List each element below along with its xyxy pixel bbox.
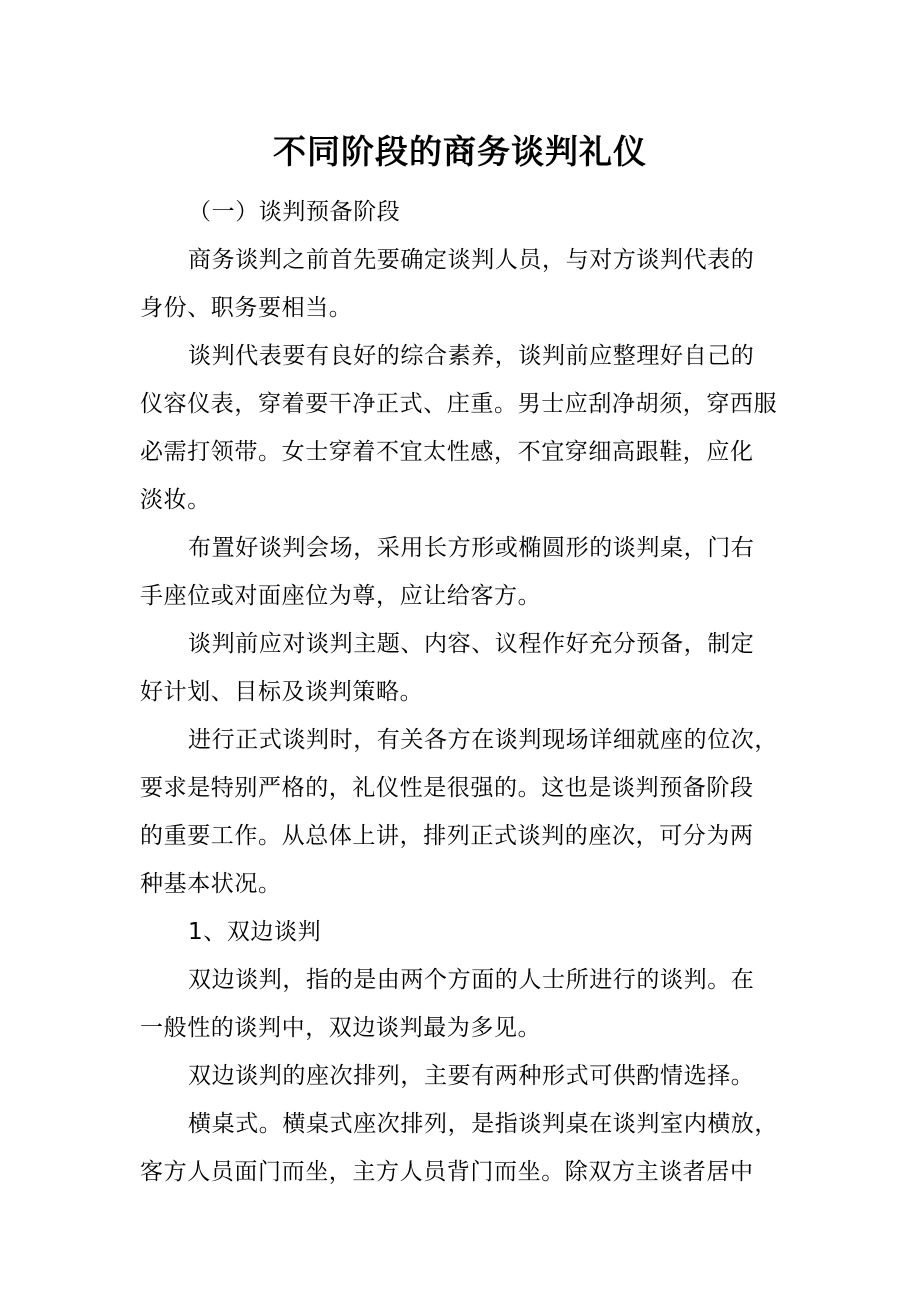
- paragraph-line: 身份、职务要相当。: [140, 295, 353, 321]
- paragraph-line: 种基本状况。: [140, 871, 282, 897]
- paragraph-line: 必需打领带。女士穿着不宜太性感，不宜穿细高跟鞋，应化: [140, 439, 754, 465]
- paragraph-first-line: 布置好谈判会场，采用长方形或椭圆形的谈判桌，门右: [188, 535, 755, 561]
- paragraph-first-line: 1、双边谈判: [188, 919, 322, 945]
- paragraph-line: 一般性的谈判中，双边谈判最为多见。: [140, 1015, 542, 1041]
- paragraph-line: 淡妆。: [140, 487, 211, 513]
- paragraph-line: 仪容仪表，穿着要干净正式、庄重。男士应刮净胡须，穿西服: [140, 391, 778, 417]
- paragraph-first-line: 双边谈判的座次排列，主要有两种形式可供酌情选择。: [188, 1063, 755, 1089]
- paragraph-line: 的重要工作。从总体上讲，排列正式谈判的座次，可分为两: [140, 823, 754, 849]
- paragraph-first-line: 进行正式谈判时，有关各方在谈判现场详细就座的位次，: [188, 727, 778, 753]
- paragraph-first-line: 谈判前应对谈判主题、内容、议程作好充分预备，制定: [188, 631, 755, 657]
- document-title: 不同阶段的商务谈判礼仪: [273, 132, 647, 171]
- paragraph-first-line: 横桌式。横桌式座次排列，是指谈判桌在谈判室内横放，: [188, 1111, 778, 1137]
- paragraph-first-line: （一）谈判预备阶段: [188, 199, 401, 225]
- paragraph-first-line: 商务谈判之前首先要确定谈判人员，与对方谈判代表的: [188, 247, 755, 273]
- paragraph-line: 客方人员面门而坐，主方人员背门而坐。除双方主谈者居中: [140, 1159, 754, 1185]
- paragraph-line: 要求是特别严格的，礼仪性是很强的。这也是谈判预备阶段: [140, 775, 754, 801]
- paragraph-line: 手座位或对面座位为尊，应让给客方。: [140, 583, 542, 609]
- paragraph-first-line: 双边谈判，指的是由两个方面的人士所进行的谈判。在: [188, 967, 755, 993]
- paragraph-line: 好计划、目标及谈判策略。: [140, 679, 424, 705]
- paragraph-first-line: 谈判代表要有良好的综合素养，谈判前应整理好自己的: [188, 343, 755, 369]
